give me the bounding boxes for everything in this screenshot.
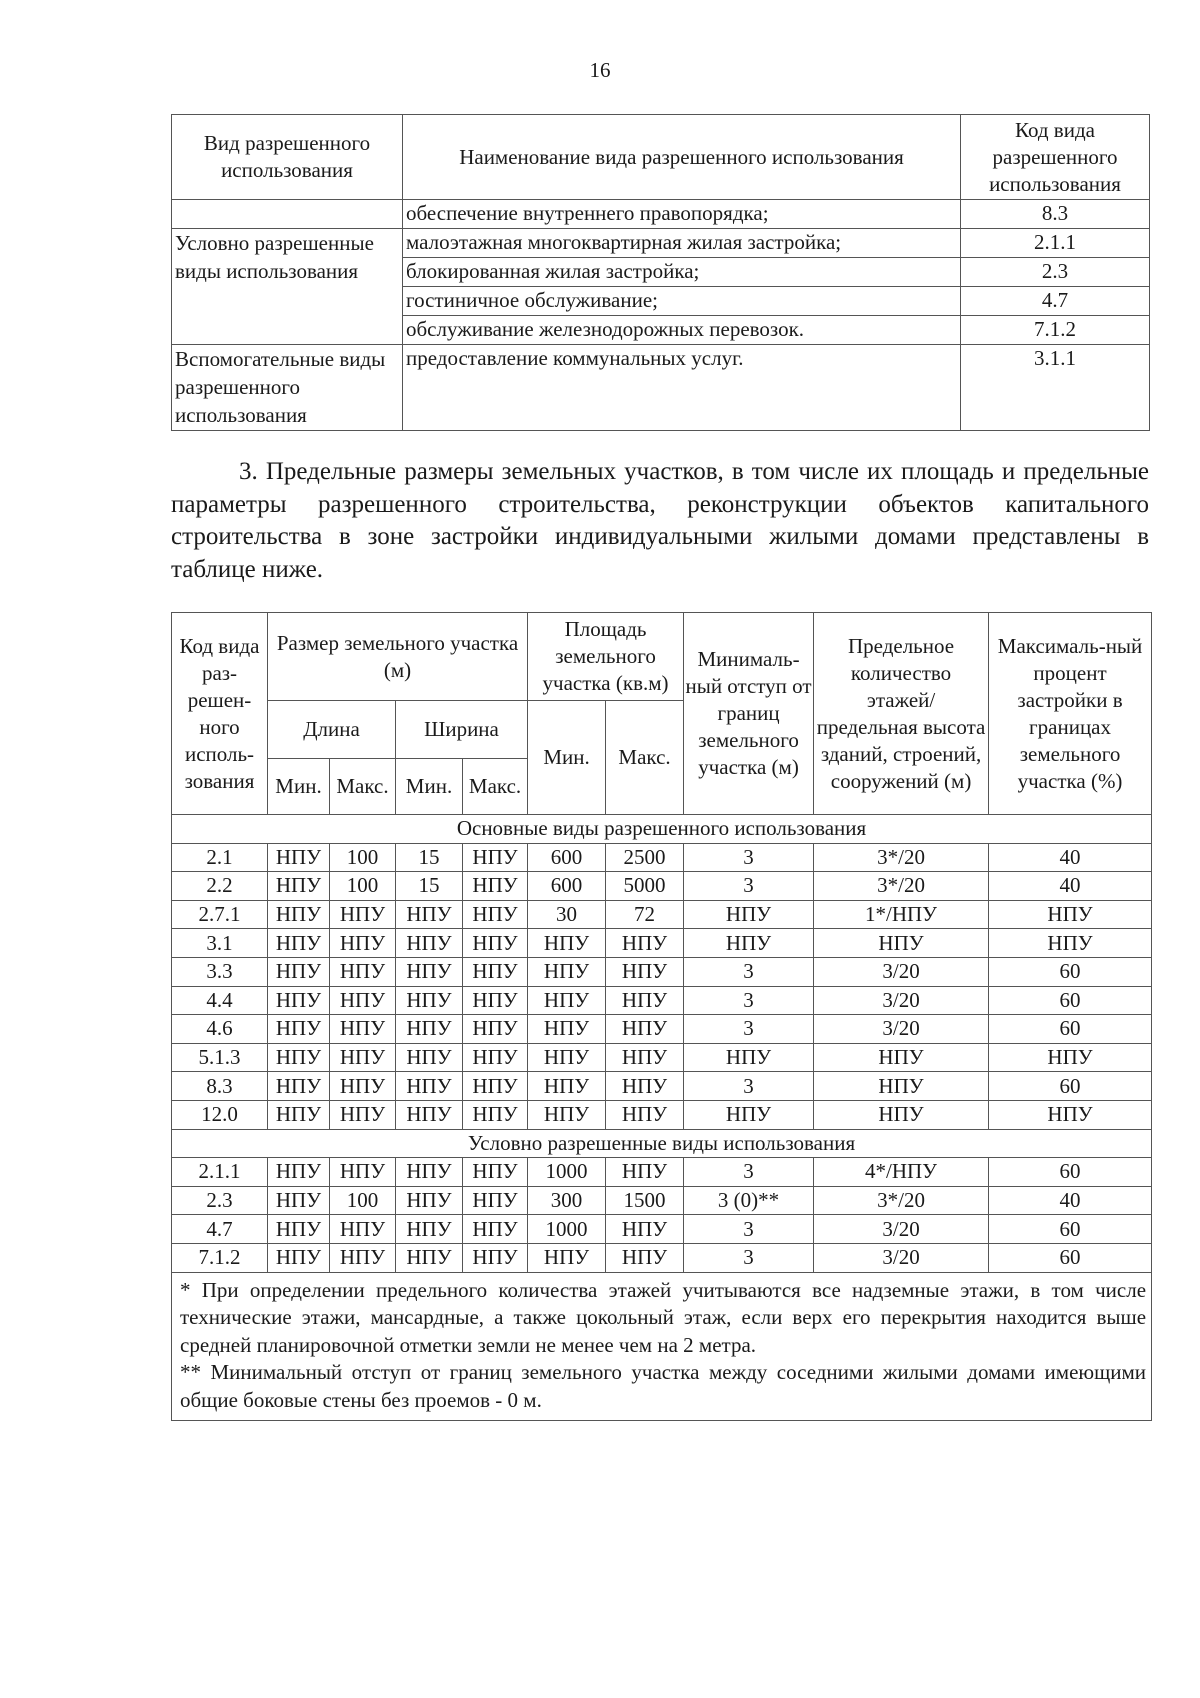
cell-setback: 3: [684, 1015, 814, 1044]
cell-setback: 3: [684, 1158, 814, 1187]
cell-floors: 3/20: [814, 986, 989, 1015]
cell-area-min: НПУ: [528, 1243, 606, 1272]
cell-area-max: 5000: [606, 872, 684, 901]
cell-width-min: НПУ: [396, 1100, 463, 1129]
cell-coverage: НПУ: [989, 1100, 1152, 1129]
cell-length-max: НПУ: [330, 1158, 396, 1187]
cell-length-max: НПУ: [330, 900, 396, 929]
cell-length-min: НПУ: [268, 1100, 330, 1129]
cell-area-max: НПУ: [606, 986, 684, 1015]
cell-width-max: НПУ: [463, 872, 528, 901]
cell-code: 4.4: [172, 986, 268, 1015]
cell-area-min: 1000: [528, 1158, 606, 1187]
cell-coverage: 60: [989, 1072, 1152, 1101]
cell-area-min: НПУ: [528, 1072, 606, 1101]
cell-area-max: НПУ: [606, 929, 684, 958]
cell-width-min: НПУ: [396, 1158, 463, 1187]
table-header-row: [172, 115, 1150, 200]
header-code: Код вида раз-решен-ного исполь-зования: [172, 613, 268, 815]
cell-width-min: НПУ: [396, 1043, 463, 1072]
notes-row: [172, 1272, 1152, 1421]
use-name: предоставление коммунальных услуг.: [403, 345, 961, 431]
empty-cell: [172, 200, 403, 229]
cell-length-max: 100: [330, 872, 396, 901]
cell-floors: 3/20: [814, 1243, 989, 1272]
table-row: [172, 1243, 1152, 1272]
cell-setback: НПУ: [684, 900, 814, 929]
use-name: блокированная жилая застройка;: [403, 258, 961, 287]
cell-width-min: НПУ: [396, 1243, 463, 1272]
table-row: [172, 929, 1152, 958]
table-row: [172, 957, 1152, 986]
cell-width-max: НПУ: [463, 1243, 528, 1272]
use-name: обеспечение внутреннего правопорядка;: [403, 200, 961, 229]
cell-width-max: НПУ: [463, 1100, 528, 1129]
plot-parameters-table: [171, 612, 1152, 1421]
cell-length-min: НПУ: [268, 1072, 330, 1101]
cell-length-min: НПУ: [268, 1015, 330, 1044]
cell-area-max: НПУ: [606, 1158, 684, 1187]
cell-width-max: НПУ: [463, 1072, 528, 1101]
cell-area-min: 30: [528, 900, 606, 929]
cell-setback: 3: [684, 986, 814, 1015]
section-row: [172, 1129, 1152, 1158]
cell-area-max: 2500: [606, 843, 684, 872]
cell-setback: 3: [684, 843, 814, 872]
cell-area-min: НПУ: [528, 1015, 606, 1044]
use-name: малоэтажная многоквартирная жилая застройка;: [403, 229, 961, 258]
note-setback: ** Минимальный отступ от границ земельного участка между соседними жилыми домами имеющими общие боковые стены без проемов - 0 м.: [180, 1360, 1147, 1412]
cell-setback: 3: [684, 872, 814, 901]
cell-floors: НПУ: [814, 929, 989, 958]
cell-width-min: НПУ: [396, 1215, 463, 1244]
cell-width-max: НПУ: [463, 957, 528, 986]
cell-area-min: НПУ: [528, 957, 606, 986]
cell-length-min: НПУ: [268, 900, 330, 929]
use-name: гостиничное обслуживание;: [403, 287, 961, 316]
header-use-name: Наименование вида разрешенного использования: [403, 115, 961, 200]
section-3-paragraph: 3. Предельные размеры земельных участков, в том числе их площадь и предельные параметры разрешенного строительства, реконструкции объектов капитального строительства в зоне застройки индивидуальными жилыми домами представлены в таблице ниже.: [171, 458, 1149, 583]
cell-code: 2.7.1: [172, 900, 268, 929]
header-width-max: Макс.: [463, 759, 528, 815]
table-row: [172, 1072, 1152, 1101]
use-code: 7.1.2: [961, 316, 1150, 345]
cell-setback: 3: [684, 957, 814, 986]
cell-width-min: НПУ: [396, 900, 463, 929]
cell-coverage: НПУ: [989, 929, 1152, 958]
cell-length-max: НПУ: [330, 1072, 396, 1101]
header-width: Ширина: [396, 701, 528, 759]
table-row: [172, 872, 1152, 901]
cell-code: 2.1.1: [172, 1158, 268, 1187]
cell-area-max: НПУ: [606, 957, 684, 986]
use-code: 4.7: [961, 287, 1150, 316]
cell-width-max: НПУ: [463, 1015, 528, 1044]
note-floors: * При определении предельного количества этажей учитываются все надземные этажи, в том числе технические этажи, мансардные, а также цокольный этаж, если верх его перекрытия находится выше средней планировочной отметки земли не менее чем на 2 метра.: [180, 1277, 1147, 1357]
cell-coverage: 40: [989, 872, 1152, 901]
cell-coverage: 60: [989, 957, 1152, 986]
cell-floors: 3*/20: [814, 1186, 989, 1215]
cell-length-min: НПУ: [268, 872, 330, 901]
permitted-use-table: [171, 114, 1150, 431]
cell-code: 2.1: [172, 843, 268, 872]
cell-length-min: НПУ: [268, 1158, 330, 1187]
cell-coverage: НПУ: [989, 900, 1152, 929]
cell-code: 3.3: [172, 957, 268, 986]
cell-area-min: НПУ: [528, 1100, 606, 1129]
cell-length-max: НПУ: [330, 929, 396, 958]
cell-length-min: НПУ: [268, 957, 330, 986]
cell-width-min: НПУ: [396, 1072, 463, 1101]
cell-area-min: 600: [528, 843, 606, 872]
cell-floors: 1*/НПУ: [814, 900, 989, 929]
cell-area-max: 72: [606, 900, 684, 929]
cell-width-max: НПУ: [463, 986, 528, 1015]
cell-length-min: НПУ: [268, 1186, 330, 1215]
cell-length-max: 100: [330, 843, 396, 872]
cell-coverage: НПУ: [989, 1043, 1152, 1072]
table-row: [172, 900, 1152, 929]
cell-length-min: НПУ: [268, 1243, 330, 1272]
cell-area-min: НПУ: [528, 986, 606, 1015]
header-area: Площадь земельного участка (кв.м): [528, 613, 684, 701]
header-width-min: Мин.: [396, 759, 463, 815]
cell-setback: 3 (0)**: [684, 1186, 814, 1215]
cell-area-max: 1500: [606, 1186, 684, 1215]
header-area-min: Мин.: [528, 701, 606, 815]
cell-width-max: НПУ: [463, 900, 528, 929]
cell-code: 2.2: [172, 872, 268, 901]
table-header-row: [172, 613, 1152, 701]
cell-length-min: НПУ: [268, 986, 330, 1015]
section-row: [172, 815, 1152, 844]
cell-length-max: НПУ: [330, 957, 396, 986]
header-plot-size: Размер земельного участка (м): [268, 613, 528, 701]
header-length-min: Мин.: [268, 759, 330, 815]
table-row: [172, 229, 1150, 258]
header-area-max: Макс.: [606, 701, 684, 815]
cell-width-min: НПУ: [396, 957, 463, 986]
conditional-group-label: Условно разрешенные виды использования: [172, 229, 403, 345]
cell-length-max: НПУ: [330, 1015, 396, 1044]
cell-coverage: 60: [989, 1015, 1152, 1044]
cell-width-min: 15: [396, 872, 463, 901]
cell-area-max: НПУ: [606, 1072, 684, 1101]
table-row: [172, 1015, 1152, 1044]
table-row: [172, 1100, 1152, 1129]
cell-floors: 3/20: [814, 1015, 989, 1044]
cell-area-max: НПУ: [606, 1243, 684, 1272]
cell-coverage: 60: [989, 1158, 1152, 1187]
cell-code: 12.0: [172, 1100, 268, 1129]
header-length-max: Макс.: [330, 759, 396, 815]
cell-floors: НПУ: [814, 1100, 989, 1129]
cell-setback: 3: [684, 1072, 814, 1101]
cell-setback: 3: [684, 1243, 814, 1272]
cell-coverage: 40: [989, 843, 1152, 872]
table-notes: [172, 1272, 1152, 1421]
cell-width-max: НПУ: [463, 1215, 528, 1244]
table-row: [172, 1043, 1152, 1072]
cell-code: 4.6: [172, 1015, 268, 1044]
cell-floors: 4*/НПУ: [814, 1158, 989, 1187]
table-row: [172, 345, 1150, 431]
cell-setback: НПУ: [684, 1100, 814, 1129]
cell-area-min: 600: [528, 872, 606, 901]
cell-code: 5.1.3: [172, 1043, 268, 1072]
cell-setback: 3: [684, 1215, 814, 1244]
cell-setback: НПУ: [684, 1043, 814, 1072]
cell-length-max: НПУ: [330, 1100, 396, 1129]
cell-width-min: НПУ: [396, 1015, 463, 1044]
cell-width-min: НПУ: [396, 986, 463, 1015]
use-code: 2.3: [961, 258, 1150, 287]
cell-width-max: НПУ: [463, 929, 528, 958]
cell-coverage: 60: [989, 986, 1152, 1015]
cell-width-max: НПУ: [463, 1186, 528, 1215]
cell-area-max: НПУ: [606, 1043, 684, 1072]
header-use-type: Вид разрешенного использования: [172, 115, 403, 200]
header-floors: Предельное количество этажей/ предельная высота зданий, строений, сооружений (м): [814, 613, 989, 815]
cell-length-min: НПУ: [268, 929, 330, 958]
use-code: 3.1.1: [961, 345, 1150, 431]
cell-width-min: НПУ: [396, 929, 463, 958]
cell-floors: НПУ: [814, 1043, 989, 1072]
cell-area-min: 300: [528, 1186, 606, 1215]
header-use-code: Код вида разрешенного использования: [961, 115, 1150, 200]
cell-code: 2.3: [172, 1186, 268, 1215]
main-section-title: Основные виды разрешенного использования: [172, 815, 1152, 844]
cell-floors: 3*/20: [814, 843, 989, 872]
header-coverage: Максималь-ный процент застройки в границах земельного участка (%): [989, 613, 1152, 815]
cell-width-min: НПУ: [396, 1186, 463, 1215]
table-row: [172, 200, 1150, 229]
table-row: [172, 986, 1152, 1015]
cell-area-max: НПУ: [606, 1100, 684, 1129]
cell-width-max: НПУ: [463, 1043, 528, 1072]
table-row: [172, 843, 1152, 872]
cell-floors: НПУ: [814, 1072, 989, 1101]
table-row: [172, 1215, 1152, 1244]
cell-area-max: НПУ: [606, 1215, 684, 1244]
table-row: [172, 1186, 1152, 1215]
cell-coverage: 60: [989, 1215, 1152, 1244]
cell-floors: 3/20: [814, 957, 989, 986]
page-number: 16: [589, 58, 611, 82]
cell-floors: 3*/20: [814, 872, 989, 901]
cell-length-max: НПУ: [330, 1043, 396, 1072]
cell-setback: НПУ: [684, 929, 814, 958]
conditional-section-title: Условно разрешенные виды использования: [172, 1129, 1152, 1158]
cell-length-min: НПУ: [268, 1043, 330, 1072]
cell-area-max: НПУ: [606, 1015, 684, 1044]
cell-length-max: НПУ: [330, 1243, 396, 1272]
cell-area-min: НПУ: [528, 929, 606, 958]
cell-width-max: НПУ: [463, 843, 528, 872]
cell-width-max: НПУ: [463, 1158, 528, 1187]
use-code: 8.3: [961, 200, 1150, 229]
cell-coverage: 40: [989, 1186, 1152, 1215]
cell-code: 4.7: [172, 1215, 268, 1244]
cell-area-min: 1000: [528, 1215, 606, 1244]
use-code: 2.1.1: [961, 229, 1150, 258]
cell-length-max: 100: [330, 1186, 396, 1215]
cell-floors: 3/20: [814, 1215, 989, 1244]
cell-length-min: НПУ: [268, 843, 330, 872]
cell-area-min: НПУ: [528, 1043, 606, 1072]
cell-length-max: НПУ: [330, 1215, 396, 1244]
cell-width-min: 15: [396, 843, 463, 872]
auxiliary-group-label: Вспомогательные виды разрешенного использования: [172, 345, 403, 431]
cell-length-min: НПУ: [268, 1215, 330, 1244]
cell-length-max: НПУ: [330, 986, 396, 1015]
use-name: обслуживание железнодорожных перевозок.: [403, 316, 961, 345]
header-setback: Минималь-ный отступ от границ земельного участка (м): [684, 613, 814, 815]
header-length: Длина: [268, 701, 396, 759]
table-row: [172, 1158, 1152, 1187]
cell-code: 3.1: [172, 929, 268, 958]
cell-code: 7.1.2: [172, 1243, 268, 1272]
cell-coverage: 60: [989, 1243, 1152, 1272]
cell-code: 8.3: [172, 1072, 268, 1101]
